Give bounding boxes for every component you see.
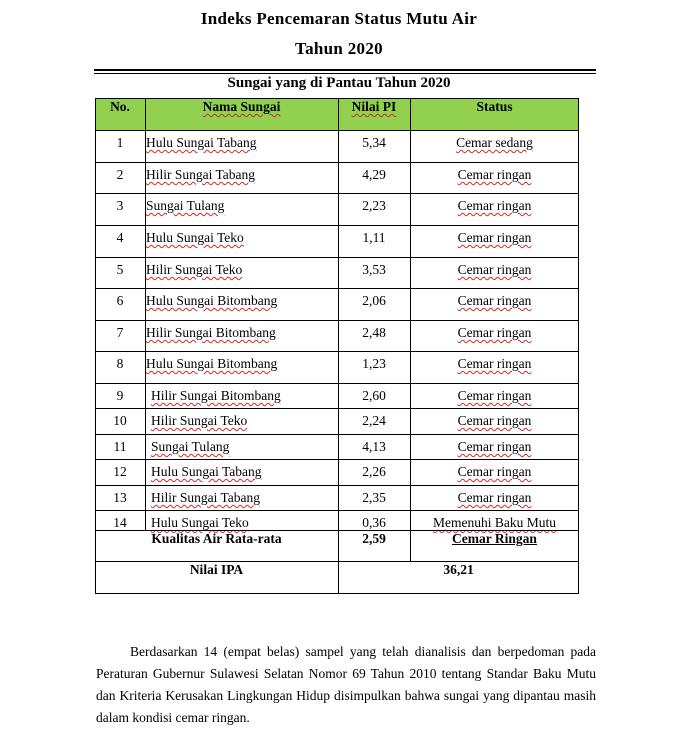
row-8-status-text: Cemar ringan: [457, 356, 532, 371]
row-3-nama: [145, 198, 338, 225]
table-hline: [95, 561, 579, 562]
row-14-no-text: 14: [113, 515, 127, 530]
ipa-label-text: Nilai IPA: [189, 562, 244, 577]
row-3-status: [410, 198, 579, 225]
row-13-nama: [145, 490, 338, 510]
row-11-nama: [145, 439, 338, 459]
row-7-no-text: 7: [116, 325, 124, 340]
table-hline: [95, 593, 579, 594]
row-7-status-text: Cemar ringan: [457, 325, 532, 340]
document-title: Indeks Pencemaran Status Mutu Air: [200, 9, 478, 28]
table-vline: [578, 98, 579, 594]
row-11-nama-text: Sungai Tulang: [151, 439, 230, 454]
row-13-nilai-text: 2,35: [362, 490, 386, 505]
row-11-no-text: 11: [113, 439, 127, 454]
row-4-nilai-text: 1,11: [362, 230, 386, 245]
header-no: [95, 98, 145, 130]
row-2-nama-text: Hilir Sungai Tabang: [146, 167, 256, 182]
table-hline: [95, 351, 579, 352]
row-3-nilai: [338, 198, 410, 225]
row-7-no: [95, 325, 145, 351]
table-hline: [95, 225, 579, 226]
row-14-no: [95, 515, 145, 530]
row-6-nilai-text: 2,06: [362, 293, 386, 308]
row-3-no: [95, 198, 145, 225]
title-rule-thin: [94, 73, 596, 74]
row-2-no: [95, 167, 145, 193]
row-9-nama-text: Hilir Sungai Bitombang: [151, 388, 281, 403]
row-1-no-text: 1: [116, 135, 124, 150]
ipa-value: [338, 562, 579, 595]
header-nama: [145, 98, 338, 130]
table-hline: [95, 408, 579, 409]
row-1-nilai-text: 5,34: [362, 135, 386, 150]
table-vline: [338, 98, 339, 594]
row-7-nilai: [338, 325, 410, 351]
row-1-status-text: Cemar sedang: [456, 135, 533, 150]
ipa-value-text: 36,21: [443, 562, 474, 577]
row-4-nama-text: Hulu Sungai Teko: [146, 230, 244, 245]
row-4-status: [410, 230, 579, 257]
row-1-nama: [145, 135, 338, 162]
row-4-no: [95, 230, 145, 257]
row-3-status-text: Cemar ringan: [457, 198, 532, 213]
row-8-no: [95, 356, 145, 383]
row-2-nama: [145, 167, 338, 193]
row-6-nilai: [338, 293, 410, 320]
row-13-nilai: [338, 490, 410, 510]
row-2-status-text: Cemar ringan: [457, 167, 532, 182]
row-10-nama-text: Hilir Sungai Teko: [151, 413, 248, 428]
table-hline: [95, 459, 579, 460]
row-8-nilai: [338, 356, 410, 383]
table-vline: [145, 98, 146, 530]
row-12-nilai: [338, 464, 410, 485]
row-9-nama: [145, 388, 338, 408]
row-12-nama: [145, 464, 338, 485]
row-7-nilai-text: 2,48: [362, 325, 386, 340]
row-1-no: [95, 135, 145, 162]
row-8-no-text: 8: [116, 356, 124, 371]
row-11-nilai: [338, 439, 410, 459]
row-2-nilai: [338, 167, 410, 193]
row-14-status-text: Memenuhi Baku Mutu: [433, 515, 556, 530]
row-7-nama: [145, 325, 338, 351]
table-hline: [95, 485, 579, 486]
summary-status: [410, 531, 579, 562]
header-no-text: No.: [110, 99, 130, 114]
row-14-nama-text: Hulu Sungai Teko: [151, 515, 249, 530]
row-4-nama: [145, 230, 338, 257]
row-6-status-text: Cemar ringan: [457, 293, 532, 308]
table-hline: [95, 530, 579, 531]
row-7-status: [410, 325, 579, 351]
row-11-status: [410, 439, 579, 459]
row-5-nilai: [338, 262, 410, 288]
header-status: [410, 98, 579, 130]
row-6-nama-text: Hulu Sungai Bitombang: [146, 293, 278, 308]
table-hline: [95, 383, 579, 384]
row-10-status: [410, 413, 579, 434]
row-3-nama-text: Sungai Tulang: [146, 198, 225, 213]
summary-value: [338, 531, 410, 562]
table-vline: [95, 98, 96, 594]
table-hline: [95, 288, 579, 289]
row-9-no: [95, 388, 145, 408]
row-12-no: [95, 464, 145, 485]
row-5-nama: [145, 262, 338, 288]
table-hline: [95, 162, 579, 163]
table-hline: [95, 320, 579, 321]
row-5-status-text: Cemar ringan: [457, 262, 532, 277]
row-2-no-text: 2: [116, 167, 124, 182]
row-1-nama-text: Hulu Sungai Tabang: [146, 135, 257, 150]
row-14-nama: [145, 515, 338, 530]
table-hline: [95, 193, 579, 194]
row-14-nilai: [338, 515, 410, 530]
row-11-status-text: Cemar ringan: [457, 439, 532, 454]
row-13-status-text: Cemar ringan: [457, 490, 532, 505]
row-2-status: [410, 167, 579, 193]
row-6-no: [95, 293, 145, 320]
row-9-status-text: Cemar ringan: [457, 388, 532, 403]
summary-label: [95, 531, 338, 562]
title-rule-thick: [94, 69, 596, 71]
row-9-nilai-text: 2,60: [362, 388, 386, 403]
row-5-no-text: 5: [116, 262, 124, 277]
row-12-status-text: Cemar ringan: [457, 464, 532, 479]
row-11-nilai-text: 4,13: [362, 439, 386, 454]
row-13-nama-text: Hilir Sungai Tabang: [151, 490, 261, 505]
row-12-no-text: 12: [113, 464, 127, 479]
row-5-status: [410, 262, 579, 288]
row-7-nama-text: Hilir Sungai Bitombang: [146, 325, 276, 340]
header-nama-text: Nama Sungai: [202, 99, 281, 114]
table-hline: [95, 130, 579, 131]
table-hline: [95, 434, 579, 435]
row-10-status-text: Cemar ringan: [457, 413, 532, 428]
header-status-text: Status: [476, 99, 513, 114]
summary-label-text: Kualitas Air Rata-rata: [151, 531, 282, 546]
table-caption: Sungai yang di Pantau Tahun 2020: [227, 75, 451, 91]
row-1-status: [410, 135, 579, 162]
row-6-status: [410, 293, 579, 320]
row-9-status: [410, 388, 579, 408]
row-10-nilai: [338, 413, 410, 434]
row-3-nilai-text: 2,23: [362, 198, 386, 213]
summary-value-text: 2,59: [362, 531, 386, 546]
row-8-nama: [145, 356, 338, 383]
conclusion-paragraph: Berdasarkan 14 (empat belas) sampel yang telah dianalisis dan berpedoman pada Peraturan Gubernur Sulawesi Selatan Nomor 69 Tahun 2010 tentang Standar Baku Mutu dan Kriteria Kerusakan Lingkungan Hidup disimpulkan bahwa sungai yang dipantau masih dalam kondisi cemar ringan.: [96, 643, 596, 726]
row-14-status: [410, 515, 579, 530]
table-vline: [410, 98, 411, 561]
row-2-nilai-text: 4,29: [362, 167, 386, 182]
document-year: Tahun 2020: [295, 39, 383, 58]
row-4-status-text: Cemar ringan: [457, 230, 532, 245]
row-10-nilai-text: 2,24: [362, 413, 386, 428]
water-quality-table: [95, 98, 579, 594]
row-14-nilai-text: 0,36: [362, 515, 386, 530]
row-8-status: [410, 356, 579, 383]
row-6-no-text: 6: [116, 293, 124, 308]
table-hline: [95, 257, 579, 258]
row-5-nilai-text: 3,53: [362, 262, 386, 277]
table-hline: [95, 98, 579, 99]
row-5-no: [95, 262, 145, 288]
table-hline: [95, 510, 579, 511]
row-13-no: [95, 490, 145, 510]
header-nilai: [338, 98, 410, 130]
row-8-nilai-text: 1,23: [362, 356, 386, 371]
row-10-nama: [145, 413, 338, 434]
summary-status-text: Cemar Ringan: [452, 531, 537, 546]
row-12-status: [410, 464, 579, 485]
row-9-no-text: 9: [116, 388, 124, 403]
row-10-no-text: 10: [113, 413, 127, 428]
ipa-label: [95, 562, 338, 595]
row-12-nama-text: Hulu Sungai Tabang: [151, 464, 262, 479]
row-5-nama-text: Hilir Sungai Teko: [146, 262, 243, 277]
row-6-nama: [145, 293, 338, 320]
row-9-nilai: [338, 388, 410, 408]
row-13-no-text: 13: [113, 490, 127, 505]
row-3-no-text: 3: [116, 198, 124, 213]
row-13-status: [410, 490, 579, 510]
header-nilai-text: Nilai PI: [351, 99, 397, 114]
row-11-no: [95, 439, 145, 459]
row-4-nilai: [338, 230, 410, 257]
row-4-no-text: 4: [116, 230, 124, 245]
row-10-no: [95, 413, 145, 434]
row-12-nilai-text: 2,26: [362, 464, 386, 479]
row-8-nama-text: Hulu Sungai Bitombang: [146, 356, 278, 371]
row-1-nilai: [338, 135, 410, 162]
